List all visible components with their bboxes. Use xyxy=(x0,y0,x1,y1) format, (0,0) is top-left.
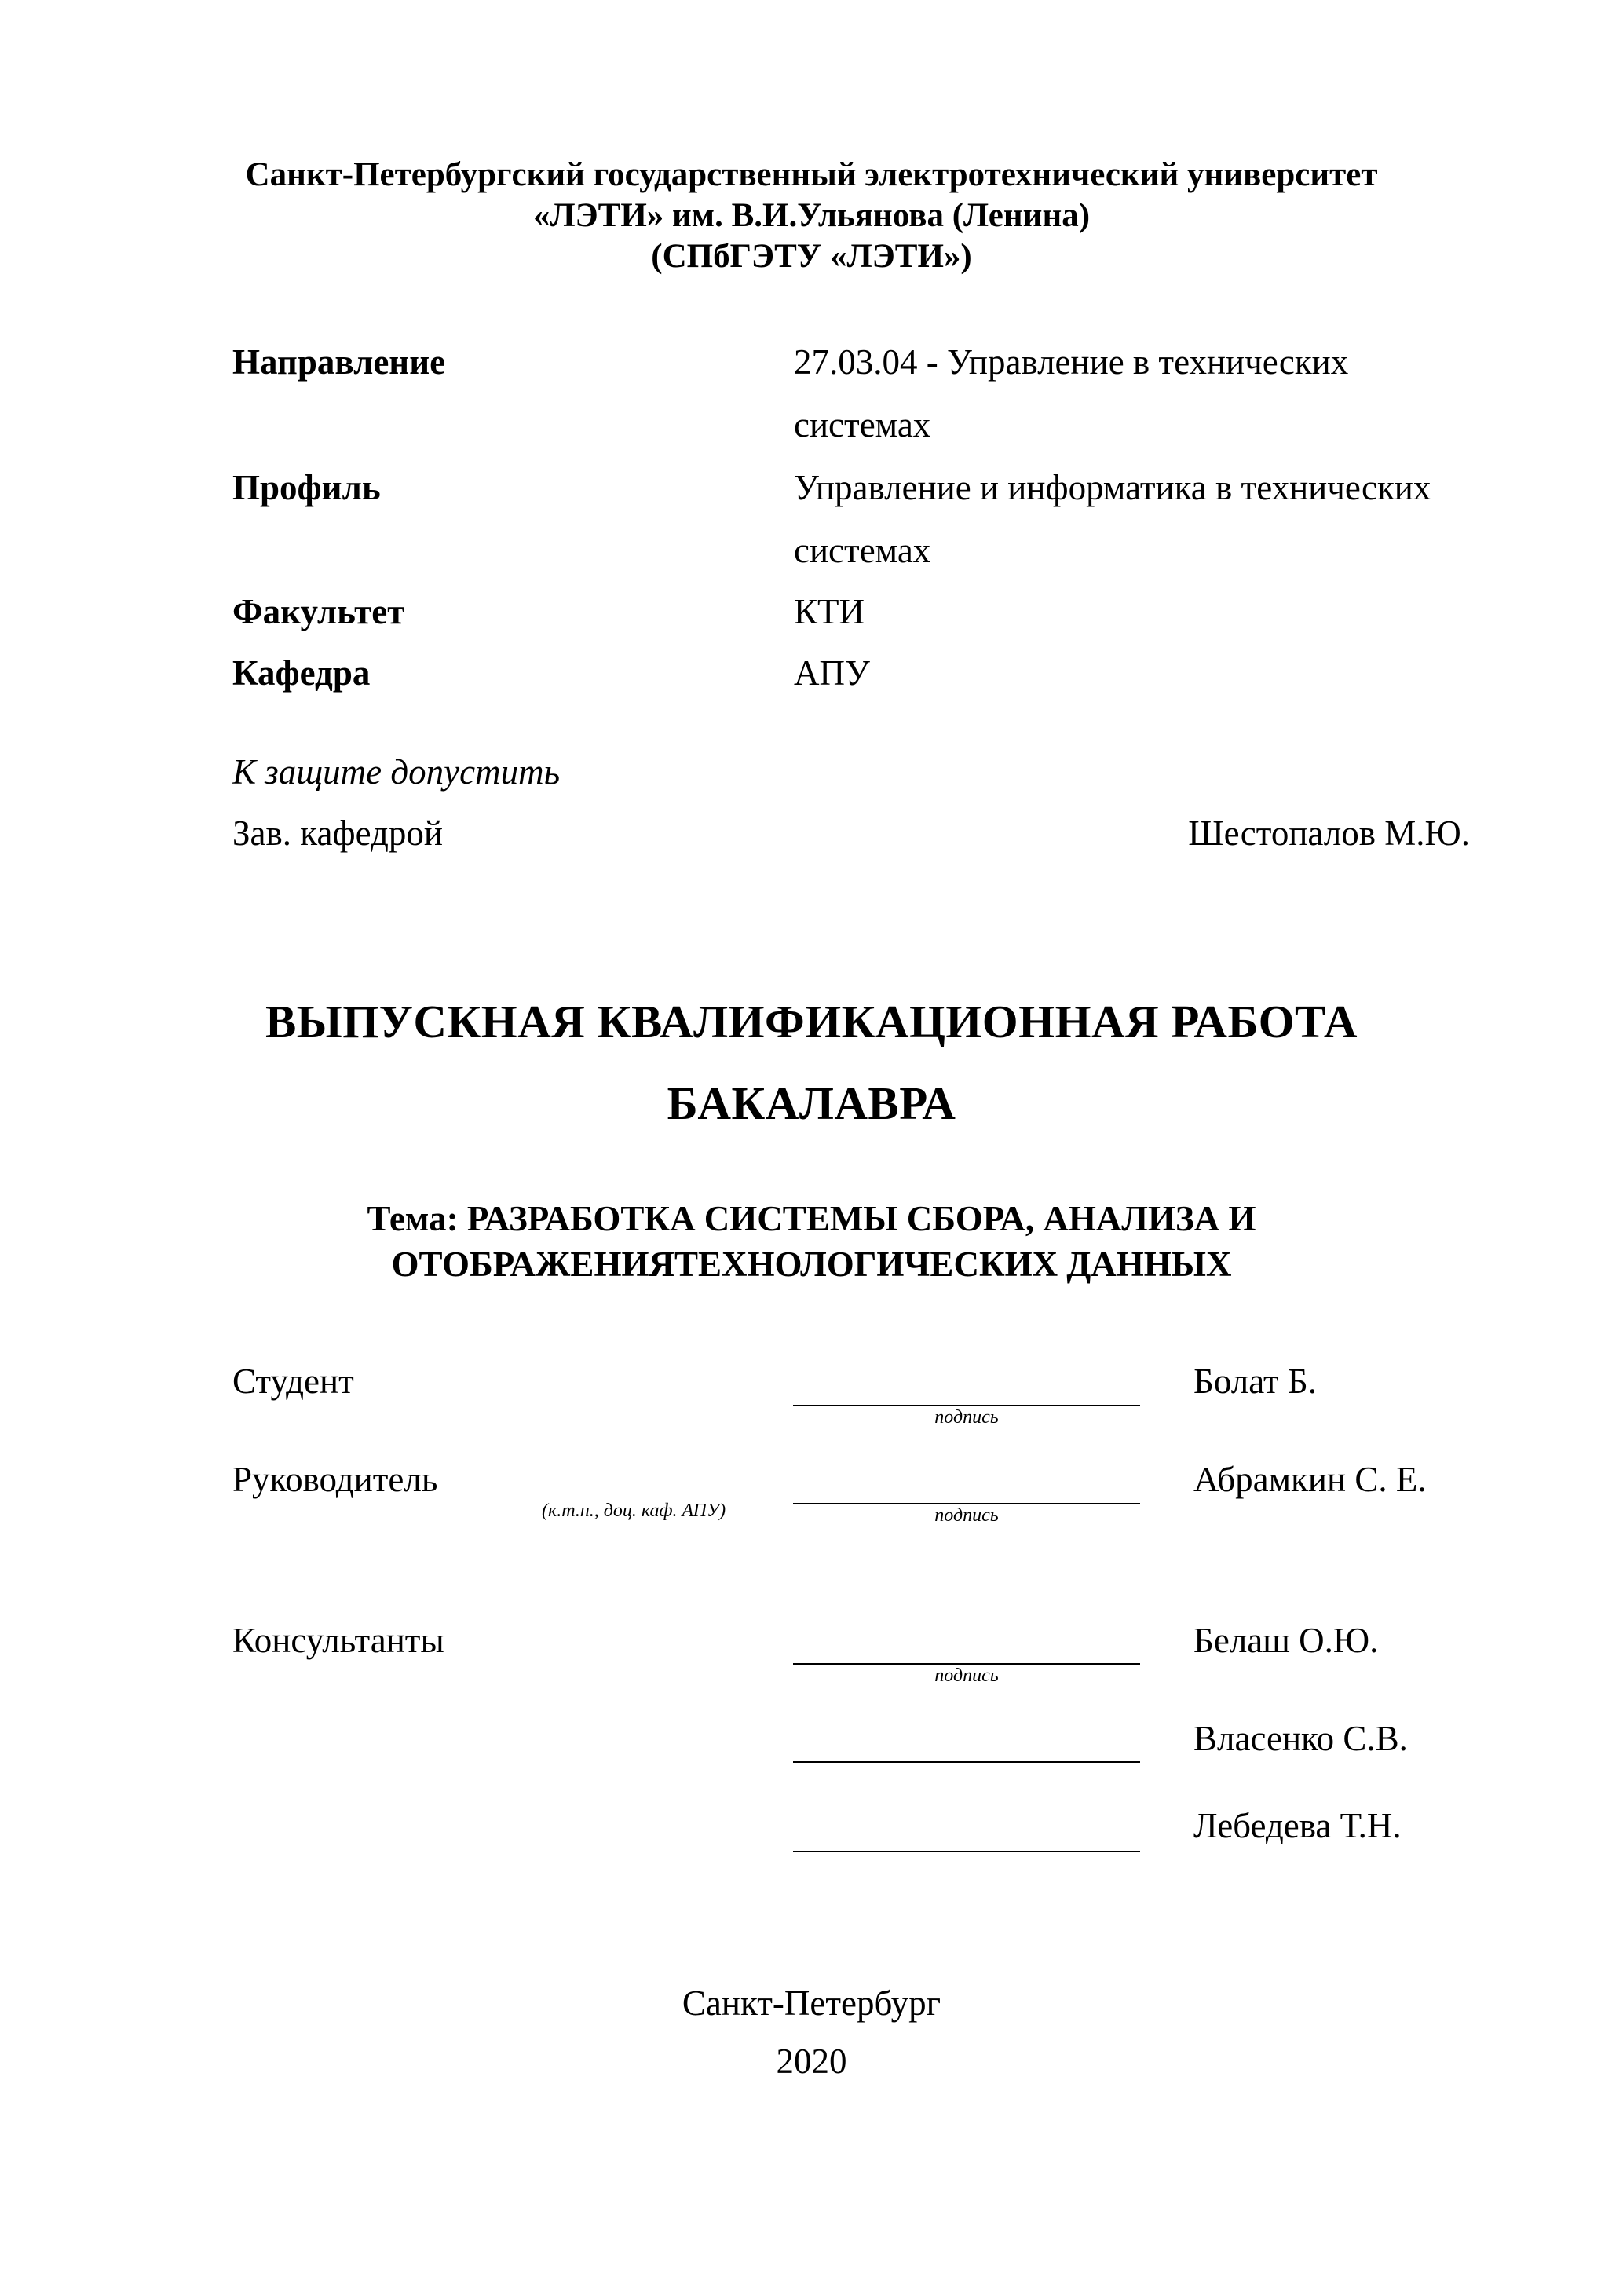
direction-label: Направление xyxy=(232,342,446,382)
consultant3-name: Лебедева Т.Н. xyxy=(1193,1806,1402,1845)
consultant1-name: Белаш О.Ю. xyxy=(1193,1621,1379,1660)
supervisor-role: Руководитель xyxy=(232,1460,438,1499)
consultant3-signature-line xyxy=(793,1851,1140,1852)
thesis-title-degree: БАКАЛАВРА xyxy=(667,1077,956,1129)
consultant2-name: Власенко С.В. xyxy=(1193,1719,1408,1758)
supervisor-signature-caption: подпись xyxy=(934,1505,999,1526)
faculty-value: КТИ xyxy=(794,592,865,631)
profile-value-cont: системах xyxy=(794,531,931,570)
student-role: Студент xyxy=(232,1362,354,1401)
consultant2-signature-line xyxy=(793,1761,1140,1763)
department-value: АПУ xyxy=(794,653,870,693)
student-name: Болат Б. xyxy=(1193,1362,1318,1401)
profile-label: Профиль xyxy=(232,468,381,507)
admit-to-defense: К защите допустить xyxy=(232,752,561,792)
thesis-title: ВЫПУСКНАЯ КВАЛИФИКАЦИОННАЯ РАБОТА xyxy=(265,996,1358,1047)
student-signature-caption: подпись xyxy=(934,1407,999,1428)
department-label: Кафедра xyxy=(232,653,371,693)
consultants-role: Консультанты xyxy=(232,1621,444,1660)
university-name: Санкт-Петербургский государственный электротехнический университет xyxy=(245,156,1378,193)
supervisor-rank: (к.т.н., доц. каф. АПУ) xyxy=(542,1501,726,1521)
head-of-department-role: Зав. кафедрой xyxy=(232,813,443,853)
year: 2020 xyxy=(776,2042,847,2081)
university-abbreviation: (СПбГЭТУ «ЛЭТИ») xyxy=(651,238,972,275)
head-of-department-name: Шестопалов М.Ю. xyxy=(1188,813,1470,853)
supervisor-name: Абрамкин С. Е. xyxy=(1193,1460,1427,1499)
thesis-topic: Тема: РАЗРАБОТКА СИСТЕМЫ СБОРА, АНАЛИЗА И xyxy=(367,1199,1256,1238)
consultant1-signature-caption: подпись xyxy=(934,1665,999,1686)
direction-value-cont: системах xyxy=(794,405,931,444)
profile-value: Управление и информатика в технических xyxy=(794,468,1431,507)
faculty-label: Факультет xyxy=(232,592,405,631)
city: Санкт-Петербург xyxy=(682,1983,941,2023)
university-short-name: «ЛЭТИ» им. В.И.Ульянова (Ленина) xyxy=(532,197,1091,234)
thesis-topic-cont: ОТОБРАЖЕНИЯТЕХНОЛОГИЧЕСКИХ ДАННЫХ xyxy=(391,1245,1232,1284)
direction-value: 27.03.04 - Управление в технических xyxy=(794,342,1349,382)
